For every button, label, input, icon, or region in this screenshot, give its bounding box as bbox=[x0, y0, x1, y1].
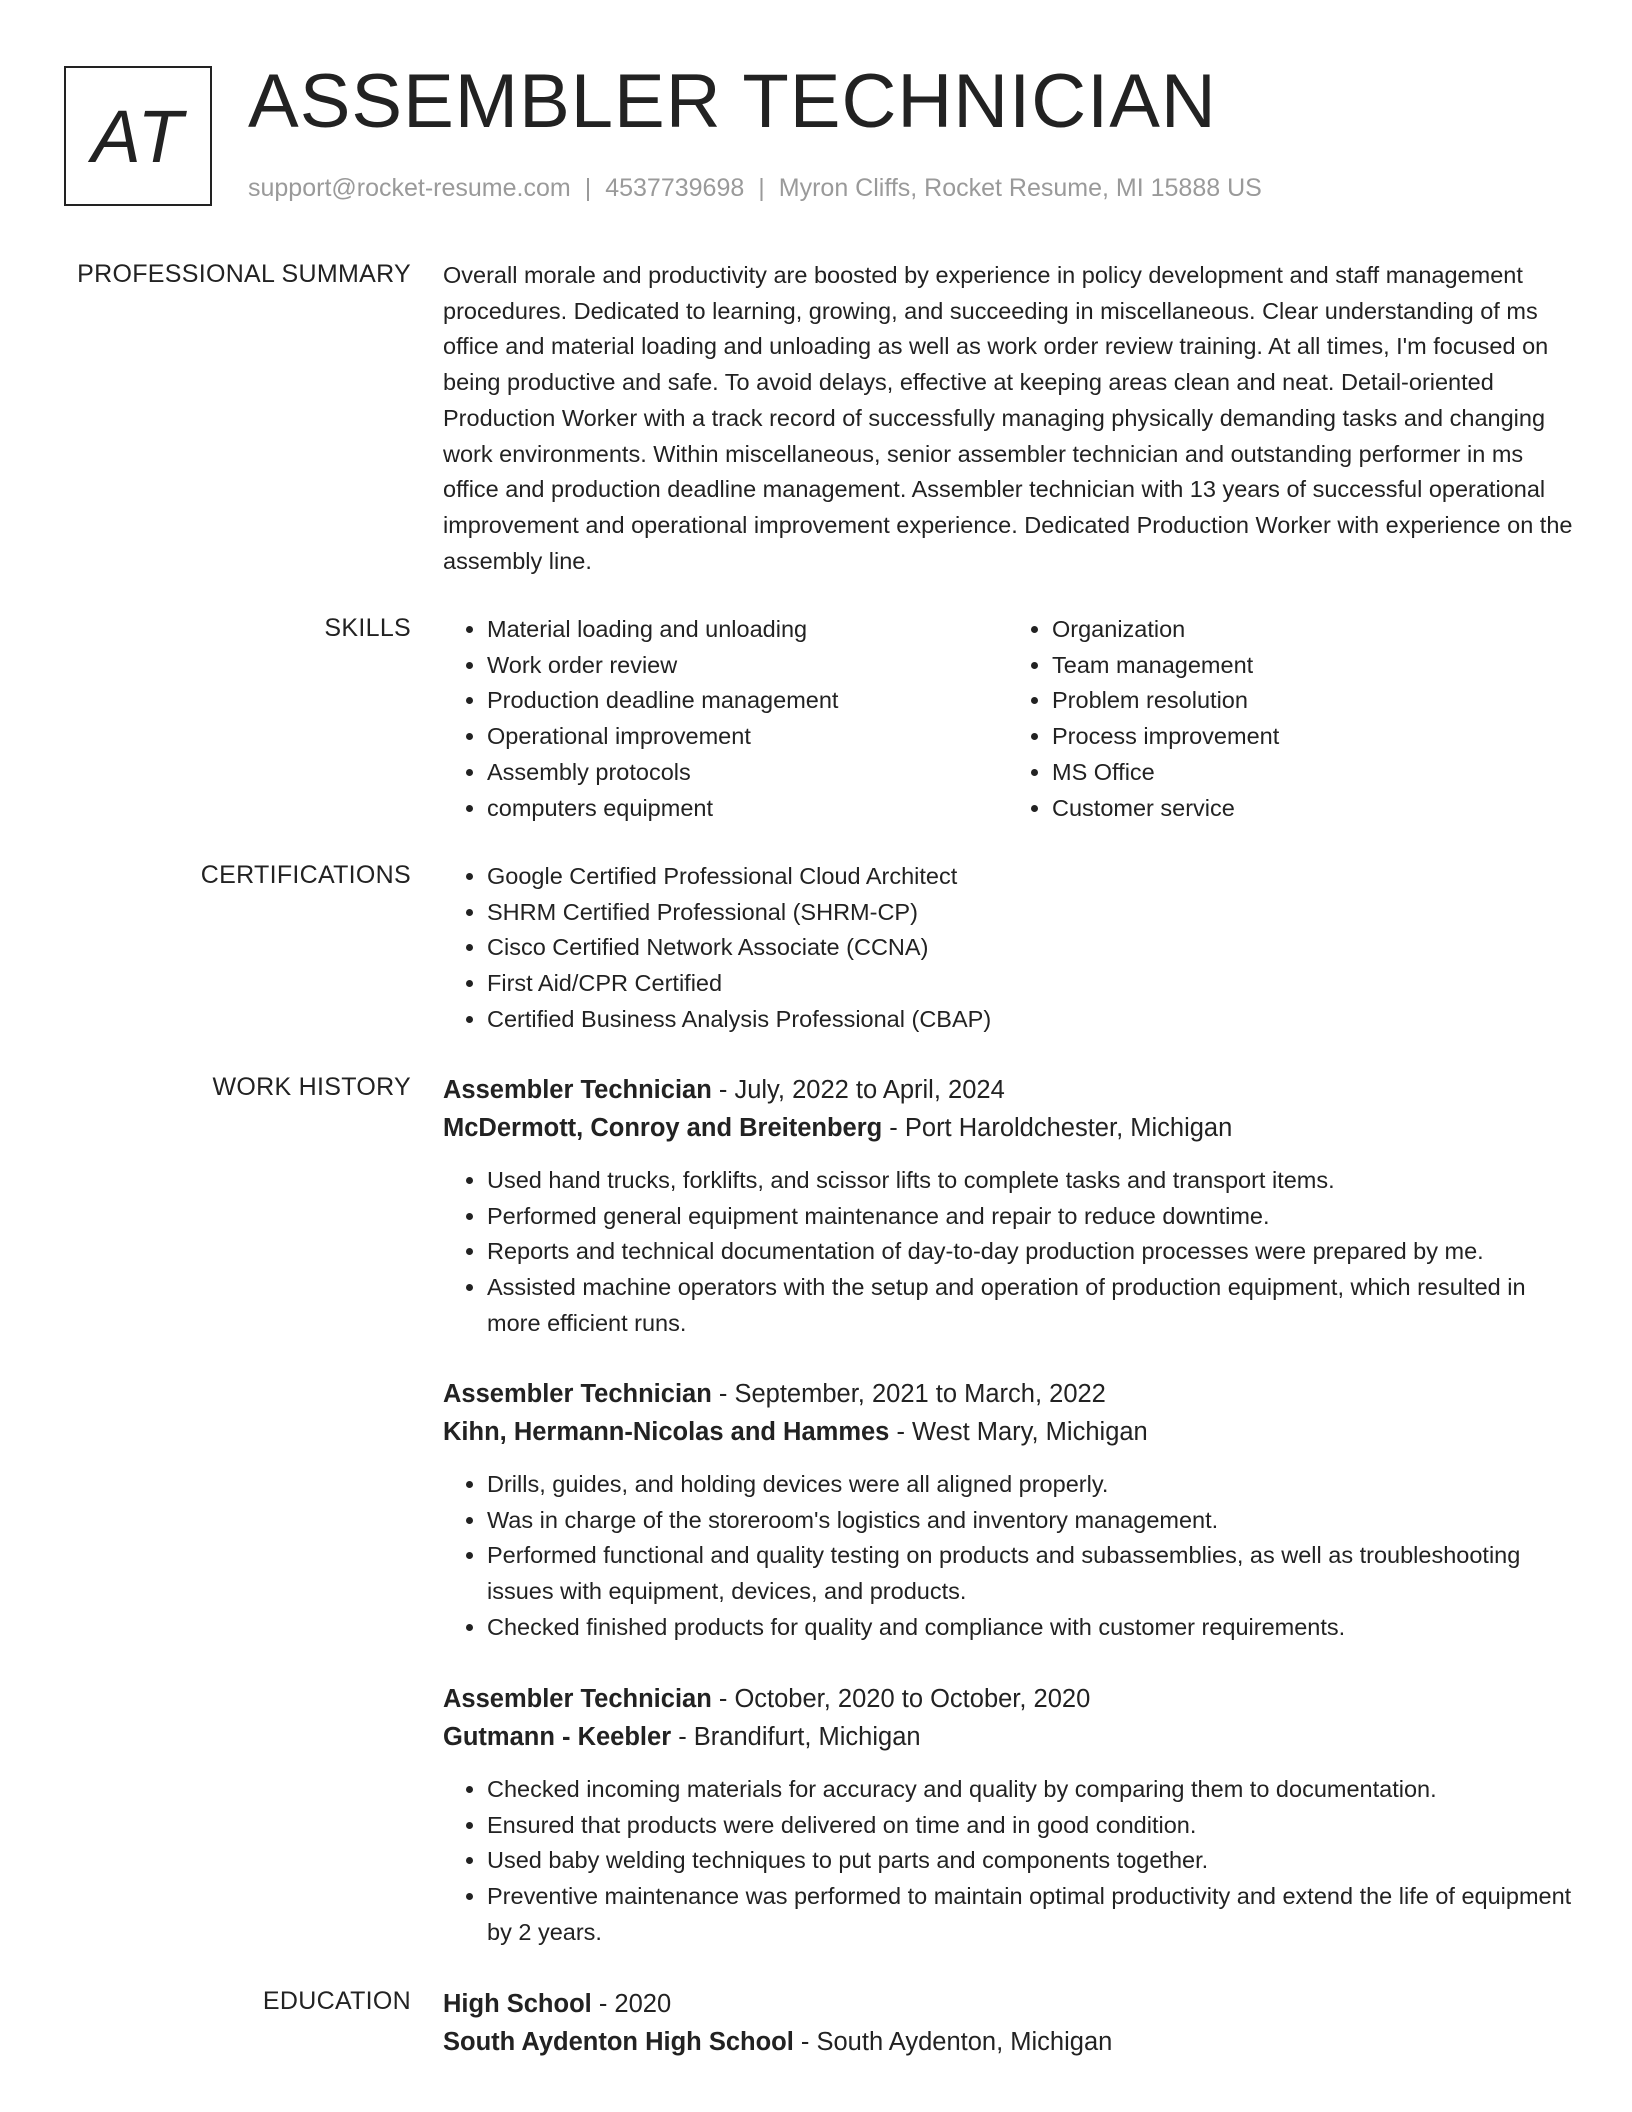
job-company: McDermott, Conroy and Breitenberg bbox=[443, 1114, 883, 1142]
job-entry bbox=[443, 1071, 1573, 1342]
certification-item: • Cisco Certified Network Associate (CCNA) bbox=[487, 930, 1573, 966]
job-duties-list bbox=[443, 1163, 1573, 1342]
job-duty: • Reports and technical documentation of day-to-day production processes were prepared by me. bbox=[487, 1234, 1573, 1270]
job-duty: • Checked incoming materials for accuracy and quality by comparing them to documentation. bbox=[487, 1772, 1573, 1808]
job-company: Gutmann - Keebler bbox=[443, 1723, 672, 1751]
job-duties-list bbox=[443, 1467, 1573, 1646]
job-duty: • Drills, guides, and holding devices were all aligned properly. bbox=[487, 1467, 1573, 1503]
job-title-line bbox=[443, 1071, 1573, 1109]
job-location: - West Mary, Michigan bbox=[889, 1418, 1148, 1446]
job-dates: - September, 2021 to March, 2022 bbox=[711, 1380, 1106, 1408]
job-company-line bbox=[443, 1718, 1573, 1756]
job-company-line bbox=[443, 1109, 1573, 1147]
skill-item: • Team management bbox=[1052, 648, 1573, 684]
section-heading-skills: SKILLS bbox=[324, 614, 411, 642]
job-dates: - July, 2022 to April, 2024 bbox=[711, 1076, 1005, 1104]
skill-item: • Operational improvement bbox=[487, 719, 1008, 755]
section-heading-certifications: CERTIFICATIONS bbox=[200, 861, 411, 889]
section-heading-summary: PROFESSIONAL SUMMARY bbox=[77, 260, 411, 288]
job-duty: • Checked finished products for quality and compliance with customer requirements. bbox=[487, 1610, 1573, 1646]
job-duty: • Was in charge of the storeroom's logistics and inventory management. bbox=[487, 1503, 1573, 1539]
skill-item: • computers equipment bbox=[487, 791, 1008, 827]
education-school: South Aydenton High School bbox=[443, 2028, 794, 2056]
job-location: - Port Haroldchester, Michigan bbox=[882, 1114, 1233, 1142]
certification-item: • Google Certified Professional Cloud Architect bbox=[487, 859, 1573, 895]
skill-item: • Organization bbox=[1052, 612, 1573, 648]
job-duty: • Used hand trucks, forklifts, and scissor lifts to complete tasks and transport items. bbox=[487, 1163, 1573, 1199]
job-duty: • Performed general equipment maintenance and repair to reduce downtime. bbox=[487, 1199, 1573, 1235]
job-duties-list bbox=[443, 1772, 1573, 1951]
job-title: Assembler Technician bbox=[443, 1685, 712, 1713]
skill-item: • Customer service bbox=[1052, 791, 1573, 827]
skill-item: • Assembly protocols bbox=[487, 755, 1008, 791]
job-dates: - October, 2020 to October, 2020 bbox=[711, 1685, 1091, 1713]
skill-item: • Process improvement bbox=[1052, 719, 1573, 755]
job-entry bbox=[443, 1375, 1573, 1646]
certification-item: • Certified Business Analysis Professional (CBAP) bbox=[487, 1002, 1573, 1038]
candidate-name: ASSEMBLER TECHNICIAN bbox=[248, 59, 1217, 144]
job-company: Kihn, Hermann-Nicolas and Hammes bbox=[443, 1418, 890, 1446]
monogram-logo: AT bbox=[64, 66, 212, 206]
job-duty: • Performed functional and quality testing on products and subassemblies, as well as troubleshooting issues with equipment, devices, and products. bbox=[487, 1538, 1573, 1609]
job-duty: • Used baby welding techniques to put parts and components together. bbox=[487, 1843, 1573, 1879]
certification-item: • First Aid/CPR Certified bbox=[487, 966, 1573, 1002]
education-school-line bbox=[443, 2023, 1573, 2061]
education-degree-line bbox=[443, 1985, 1573, 2023]
job-location: - Brandifurt, Michigan bbox=[671, 1723, 921, 1751]
job-title-line bbox=[443, 1680, 1573, 1718]
job-company-line bbox=[443, 1413, 1573, 1451]
section-heading-work-history: WORK HISTORY bbox=[212, 1073, 411, 1101]
contact-separator: | bbox=[584, 174, 592, 202]
job-duty: • Preventive maintenance was performed to maintain optimal productivity and extend the life of equipment by 2 years. bbox=[487, 1879, 1573, 1950]
job-title-line bbox=[443, 1375, 1573, 1413]
contact-separator: | bbox=[758, 174, 765, 202]
skill-item: • MS Office bbox=[1052, 755, 1573, 791]
education-location: - South Aydenton, Michigan bbox=[793, 2028, 1113, 2056]
skill-item: • Material loading and unloading bbox=[487, 612, 1008, 648]
job-entry bbox=[443, 1680, 1573, 1951]
section-heading-education: EDUCATION bbox=[262, 1987, 411, 2015]
contact-email[interactable]: support@rocket-resume.com bbox=[248, 174, 571, 202]
skill-item: • Work order review bbox=[487, 648, 1008, 684]
job-duty: • Ensured that products were delivered on time and in good condition. bbox=[487, 1808, 1573, 1844]
contact-phone[interactable]: 4537739698 bbox=[605, 174, 745, 202]
job-title: Assembler Technician bbox=[443, 1380, 712, 1408]
skill-item: • Problem resolution bbox=[1052, 683, 1573, 719]
skill-item: • Production deadline management bbox=[487, 683, 1008, 719]
skills-list-right bbox=[1008, 612, 1573, 826]
education-degree: High School bbox=[443, 1990, 592, 2018]
job-duty: • Assisted machine operators with the setup and operation of production equipment, which resulted in more efficient runs. bbox=[487, 1270, 1573, 1341]
contact-line bbox=[248, 172, 1262, 204]
skills-list-left bbox=[443, 612, 1008, 826]
certification-item: • SHRM Certified Professional (SHRM-CP) bbox=[487, 895, 1573, 931]
contact-address: Myron Cliffs, Rocket Resume, MI 15888 US bbox=[778, 174, 1262, 202]
job-title: Assembler Technician bbox=[443, 1076, 712, 1104]
certifications-list bbox=[443, 859, 1573, 1038]
summary-text: Overall morale and productivity are boosted by experience in policy development and staff management procedures. Dedicated to learning, growing, and succeeding in miscellaneous. Clear understanding of ms office and material loading and unloading as well as work order review training. At all times, I'm focused on being productive and safe. To avoid delays, effective at keeping areas clean and neat. Detail-oriented Production Worker with a track record of successfully managing physically demanding tasks and changing work environments. Within miscellaneous, senior assembler technician and outstanding performer in ms office and production deadline management. Assembler technician with 13 years of successful operational improvement and operational improvement experience. Dedicated Production Worker with experience on the assembly line. bbox=[443, 262, 1573, 574]
education-year: - 2020 bbox=[591, 1990, 672, 2018]
